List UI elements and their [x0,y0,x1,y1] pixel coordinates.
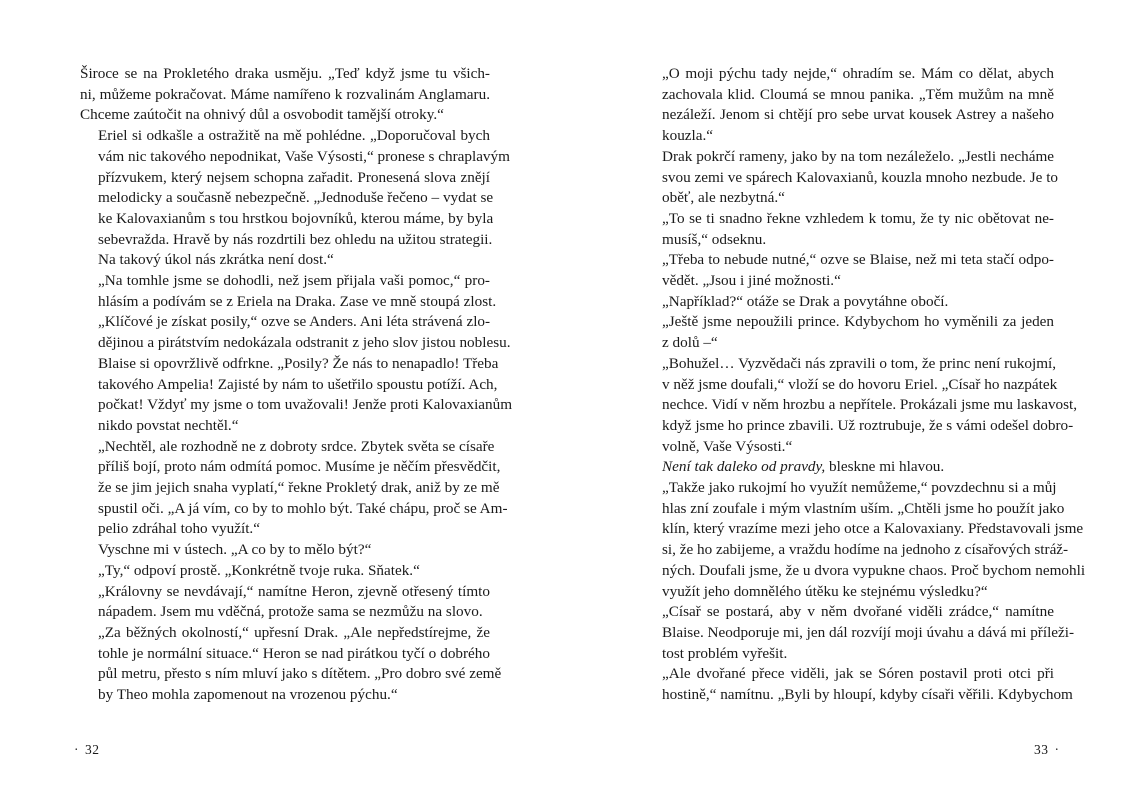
paragraph: Vyschne mi v ústech. „A co by to mělo být?“ [98,541,372,559]
paragraph: „Nechtěl, ale rozhodně ne z dobroty srdce. Zbytek světa se císaře příliš bojí, proto nám odmítá pomoc. Musíme je něčím přesvědčit, že se jim jejich snaha vyplatí,“ řekne Prokletý drak, aniž by ze mě spustil oči. „A já vím, co by to mohlo být. Také chápu, proč se Am- pelio zdráhal toho využít.“ [98,437,508,538]
folio-dot: · [1054,742,1060,757]
page-number-right [1034,742,1066,758]
page-number: 32 [85,742,100,757]
folio-dot: · [74,742,79,757]
paragraph: „Bohužel… Vyzvědači nás zpravili o tom, že princ není rukojmí, v něž jsme doufali,“ vloží se do hovoru Eriel. „Císař ho nazpátek nechce. Vidí v něm hrozbu a nepřítele. Prokázali jsme mu laskavost, když jsme ho prince zbavili. Už roztrubuje, že s vámi odešel dobro- volně, Vaše Výsosti.“ [662,354,1078,455]
paragraph: „Na tomhle jsme se dohodli, než jsem přijala vaši pomoc,“ pro- hlásím a podívám se z Eriela na Draka. Zase ve mně stoupá zlost. [98,272,497,310]
paragraph: „O moji pýchu tady nejde,“ ohradím se. Mám co dělat, abych zachovala klid. Cloumá se mnou panika. „Těm mužům na mně nezáleží. Jenom si chtějí pro sebe urvat kousek Astrey a našeho kouzla.“ [662,65,1054,145]
paragraph: „Královny se nevdávají,“ namítne Heron, zjevně otřesený tímto nápadem. Jsem mu vděčná, protože sama se nezmůžu na slovo. [98,582,490,621]
paragraph: „Ale dvořané přece viděli, jak se Sóren postavil proti otci při hostině,“ namítnu. „Byli by hloupí, kdyby císaři věřili. Kdybychom [662,665,1073,704]
paragraph: Eriel si odkašle a ostražitě na mě pohlédne. „Doporučoval bych vám nic takového nepodnikat, Vaše Výsosti,“ pronese s chraplavým přízvukem, který nejsem schopna zařadit. Pronesená slova znějí melodicky a současně nebezpečně. „Jednoduše řečeno – vydat se ke Kalovaxianům s tou hrstkou bojovníků, kterou máme, by byla sebevražda. Hravě by nás rozdrtili bez ohledu na užitou strategii. Na takový úkol nás zkrátka není dost.“ [98,127,510,269]
paragraph: „Třeba to nebude nutné,“ ozve se Blaise, než mi teta stačí odpo- vědět. „Jsou i jiné možnosti.“ [662,251,1054,290]
paragraph: „Například?“ otáže se Drak a povytáhne obočí. [662,292,949,310]
paragraph: Není tak daleko od pravdy, bleskne mi hlavou. [662,458,945,476]
left-page [80,64,513,706]
right-page [644,64,1086,706]
paragraph: „Ještě jsme nepoužili prince. Kdybychom ho vyměnili za jeden z dolů –“ [662,313,1054,352]
page-number: 33 [1034,742,1049,757]
paragraph: Drak pokrčí rameny, jako by na tom nezáleželo. „Jestli necháme svou zemi ve spárech Kalovaxianů, kouzla mnoho nezbude. Je to oběť, ale nezbytná.“ [662,147,1059,207]
paragraph: Blaise si opovržlivě odfrkne. „Posily? Že nás to nenapadlo! Třeba takového Ampelia! Zajisté by nám to ušetřilo spoustu potíží. Ach, počkat! Vždyť my jsme o tom uvažovali! Jenže proti Kalovaxianům nikdo povstat nechtěl.“ [98,354,513,434]
paragraph: „Takže jako rukojmí ho využít nemůžeme,“ povzdechnu si a můj hlas zní zoufale i mým vlastním uším. „Chtěli jsme ho použít jako klín, který vrazíme mezi jeho otce a Kalovaxiany. Představovali jsme si, že ho zabijeme, a vraždu hodíme na jednoho z císařových stráž- ných. Doufali jsme, že u dvora vypukne chaos. Proč bychom nemohli využít jeho domnělého útěku ke stejnému výsledku?“ [662,479,1086,600]
paragraph: Široce se na Prokletého draka usměju. „Teď když jsme tu všich- ni, můžeme pokračovat. Máme namířeno k rozvalinám Anglamaru. Chceme zaútočit na ohnivý důl a osvobodit tamější otroky.“ [80,65,490,124]
paragraph: „Ty,“ odpoví prostě. „Konkrétně tvoje ruka. Sňatek.“ [98,561,420,579]
paragraph: „Císař se postará, aby v něm dvořané viděli zrádce,“ namítne Blaise. Neodporuje mi, jen dál rozvíjí moji úvahu a dává mi příleži- tost problém vyřešit. [662,603,1075,662]
paragraph: „Klíčové je získat posily,“ ozve se Anders. Ani léta strávená zlo- dějinou a pirátstvím nedokázala odstranit z jeho slov jistou noblesu. [98,313,511,352]
paragraph: „To se ti snadno řekne vzhledem k tomu, že ty nic obětovat ne- musíš,“ odseknu. [662,209,1054,248]
page-number-left [68,742,100,758]
paragraph: „Za běžných okolností,“ upřesní Drak. „Ale nepředstírejme, že tohle je normální situace.“ Heron se nad pirátkou tyčí o dobrého půl metru, přesto s ním mluví jako s dítětem. „Pro dobro své země by Theo mohla zapomenout na vrozenou pýchu.“ [98,623,502,704]
